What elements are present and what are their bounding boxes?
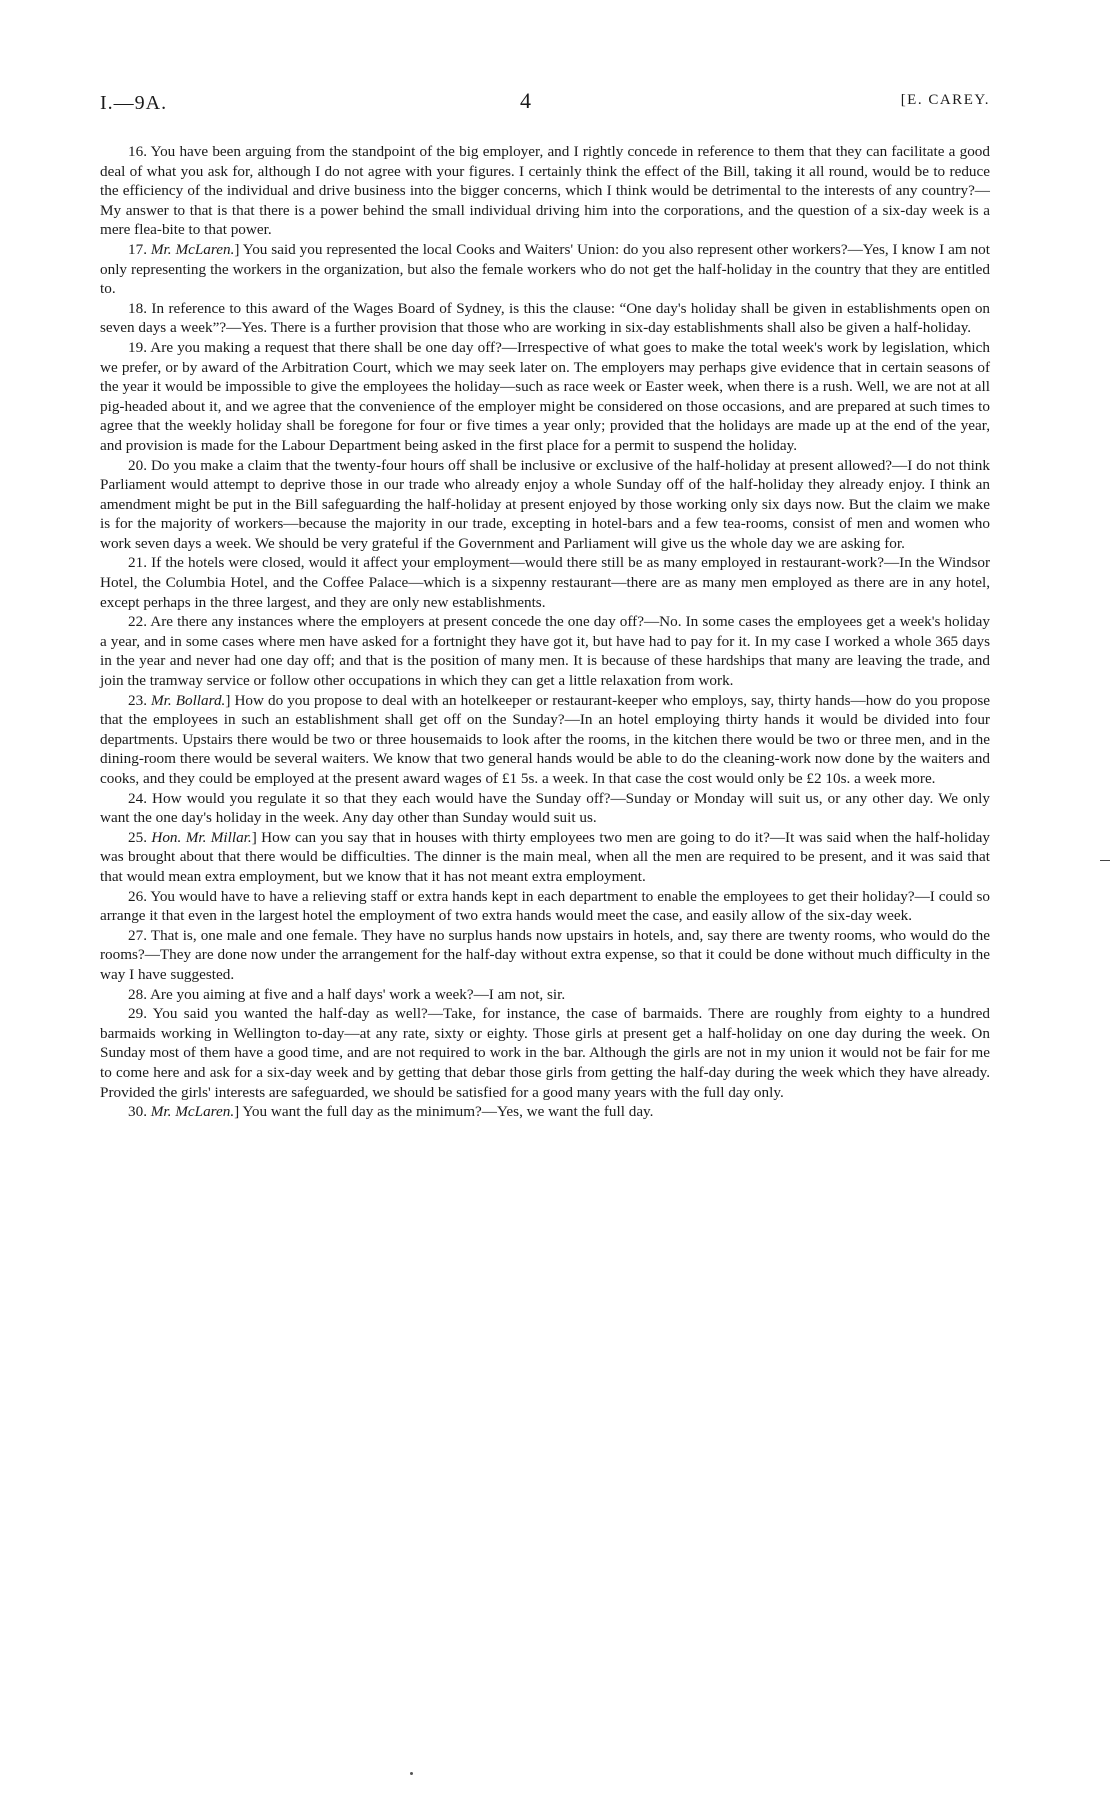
question-number: 27. [128, 926, 147, 944]
question-21 [100, 553, 990, 612]
question-20 [100, 456, 990, 554]
speaker-name: Hon. Mr. Millar. [151, 828, 252, 846]
question-number: 18. [128, 299, 147, 317]
question-number: 26. [128, 887, 147, 905]
question-text: That is, one male and one female. They have no surplus hands now upstairs in hotels, and, say there are twenty rooms, who would do the rooms?—They are done now under the arrangement for the half-day without extra expense, so that it could be done without much difficulty in the way I have suggested. [100, 926, 991, 983]
question-number: 17. [128, 240, 147, 258]
witness-name: [E. CAREY. [900, 92, 990, 108]
question-text: How would you regulate it so that they each would have the Sunday off?—Sunday or Monday will suit us, or any other day. We only want the one day's holiday in the week. Any day other than Sunday would suit us. [100, 789, 991, 827]
question-27 [100, 926, 990, 985]
question-text: Do you make a claim that the twenty-four hours off shall be inclusive or exclusive of the half-holiday at present allowed?—I do not think Parliament would attempt to deprive those in our trade who already enjoy a whole Sunday off of the half-holiday they already enjoy. I think an amendment might be put in the Bill safeguarding the half-holiday at present enjoyed by those working only six days now. But the claim we make is for the majority of workers—because the majority in our trade, excepting in hotel-bars and a few tea-rooms, consist of men and women who work seven days a week. We should be very grateful if the Government and Parliament will give us the whole day we are asking for. [100, 456, 990, 552]
speaker-name: Mr. McLaren. [150, 240, 235, 258]
question-text: ] How can you say that in houses with thirty employees two men are going to do it?—It was said when the half-holiday was brought about that there would be difficulties. The dinner is the main meal, when all the men are required to be present, and it was said that that would mean extra employment, but we know that it has not meant extra employment. [100, 828, 990, 885]
question-29 [100, 1004, 990, 1102]
question-text: Are there any instances where the employers at present concede the one day off?—No. In some cases the employees get a week's holiday a year, and in some cases where men have asked for a fortnight they have got it, but have had to pay for it. In my case I worked a whole 365 days in the year and never had one day off; and that is the position of many men. It is because of these hardships that many are leaving the trade, and join the tramway service or follow other occupations in which they can get a little relaxation from work. [100, 613, 990, 690]
question-23 [100, 691, 990, 789]
speaker-name: Mr. McLaren. [150, 1103, 235, 1121]
question-18 [100, 299, 990, 338]
question-text: Are you aiming at five and a half days' work a week?—I am not, sir. [149, 985, 566, 1003]
page-header [100, 88, 990, 122]
question-number: 21. [128, 554, 147, 572]
question-number: 23. [128, 691, 147, 709]
page-number: 4 [520, 88, 532, 113]
evidence-body [100, 142, 990, 1122]
question-number: 16. [128, 143, 147, 160]
question-24 [100, 789, 990, 828]
question-text: Are you making a request that there shall be one day off?—Irrespective of what goes to make the total week's work by legislation, which we prefer, or by award of the Arbitration Court, which we may seek later on. The employers may perhaps give evidence that in certain seasons of the year it would be impossible to give the employees the holiday—such as race week or Easter week, when there is a rush. Well, we are not at all pig-headed about it, and we agree that the convenience of the employer might be considered on those occasions, and are prepared at such times to agree that the weekly holiday shall be foregone for four or five times a year only; provided that the holidays are made up at the end of the year, and provision is made for the Labour Department being asked in the first place for a permit to suspend the holiday. [100, 338, 990, 454]
question-25 [100, 828, 990, 887]
paper-reference: I.—9A. [100, 92, 168, 114]
question-number: 22. [128, 613, 147, 631]
question-26 [100, 887, 990, 926]
question-17 [100, 240, 990, 299]
question-number: 29. [128, 1005, 147, 1023]
question-text: If the hotels were closed, would it affect your employment—would there still be as many employed in restaurant-work?—In the Windsor Hotel, the Columbia Hotel, and the Coffee Palace—which is a sixpenny restaurant—there are as many men employed as there are in any hotel, except perhaps in the three largest, and they are only new establishments. [100, 554, 990, 611]
margin-mark [1100, 860, 1110, 861]
question-22 [100, 612, 990, 690]
question-text: ] How do you propose to deal with an hotelkeeper or restaurant-keeper who employs, say, thirty hands—how do you propose that the employees in such an establishment shall get off on the Sunday?—In an hotel employing thirty hands it would be divided into four departments. Upstairs there would be two or three housemaids to look after the rooms, in the kitchen there would be two or three men, and in the dining-room there would be several waiters. We know that two general hands would be able to do the cleaning-work now done by the waiters and cooks, and they could be employed at the present award wages of £1 5s. a week. In that case the cost would only be £2 10s. a week more. [100, 691, 990, 787]
question-28 [100, 985, 990, 1005]
question-text: You have been arguing from the standpoint of the big employer, and I rightly concede in reference to them that they can facilitate a good deal of what you ask for, although I do not agree with your figures. I certainly think the effect of the Bill, taking it all round, would be to reduce the efficiency of the individual and drive business into the bigger concerns, which I think would be detrimental to the interests of any country?—My answer to that is that there is a power behind the small individual driving him into the corporations, and the question of a six-day week is a mere flea-bite to that power. [100, 143, 990, 239]
question-number: 20. [128, 456, 147, 474]
question-text: You said you wanted the half-day as well?—Take, for instance, the case of barmaids. There are roughly from eighty to a hundred barmaids working in Wellington to-day—at any rate, sixty or eighty. Those girls at present get a half-holiday on one day during the week. On Sunday most of them have a good time, and are not required to work in the bar. Although the girls are not in my union it would not be fair for me to come here and ask for a six-day week and by getting that debar those girls from getting the half-day during the week which they have already. Provided the girls' interests are safeguarded, we should be satisfied for a good many years with the full day only. [100, 1005, 990, 1101]
question-number: 25. [128, 828, 147, 846]
question-text: You would have to have a relieving staff or extra hands kept in each department to enable the employees to get their holiday?—I could so arrange it that even in the largest hotel the employment of two extra hands would meet the case, and easily allow of the six-day week. [100, 887, 991, 925]
question-text: ] You want the full day as the minimum?—Yes, we want the full day. [234, 1103, 654, 1121]
question-number: 28. [128, 985, 147, 1003]
question-text: In reference to this award of the Wages Board of Sydney, is this the clause: “One day's holiday shall be given in establishments open on seven days a week”?—Yes. There is a further provision that those who are working in six-day establishments shall also be given a half-holiday. [100, 299, 991, 337]
speaker-name: Mr. Bollard. [151, 691, 226, 709]
question-30 [100, 1102, 990, 1122]
question-number: 24. [128, 789, 147, 807]
question-number: 19. [128, 338, 147, 356]
question-text: ] You said you represented the local Cooks and Waiters' Union: do you also represent other workers?—Yes, I know I am not only representing the workers in the organization, but also the female workers who do not get the half-holiday in the country that they are entitled to. [100, 240, 990, 298]
question-number: 30. [128, 1103, 147, 1121]
print-speck [410, 1772, 413, 1775]
question-16 [100, 142, 990, 240]
question-19 [100, 338, 990, 456]
